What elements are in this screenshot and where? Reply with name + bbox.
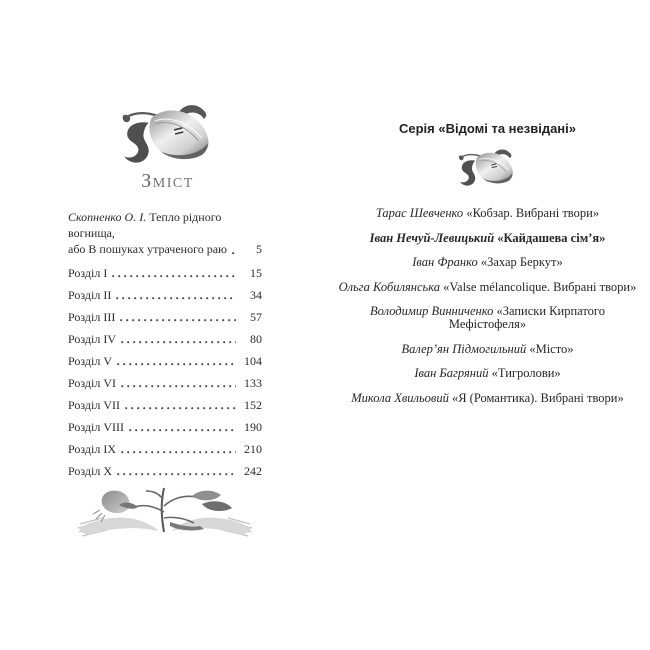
book-list-item <box>333 305 642 331</box>
book-list-item <box>333 256 642 269</box>
bandura-icon <box>118 96 220 170</box>
toc-title: Зміст <box>141 170 194 192</box>
page-number: 104 <box>244 354 262 368</box>
page-number: 190 <box>244 420 262 434</box>
toc-entry[interactable]: Розділ IX 210 <box>68 442 262 456</box>
book-author: Ольга Кобилянська <box>338 279 440 294</box>
book-list-item <box>333 367 642 380</box>
dot-leader <box>121 442 236 456</box>
page-number: 242 <box>244 464 262 478</box>
dot-leader <box>112 266 236 280</box>
dot-leader <box>116 288 236 302</box>
bandura-small-icon <box>456 142 520 192</box>
book-author: Іван Франко <box>412 255 478 269</box>
flower-open-book-ornament-icon <box>72 482 258 546</box>
book-author: Іван Багряний <box>414 366 489 380</box>
book-list-item-current <box>333 232 642 245</box>
page-number: 80 <box>250 332 262 346</box>
page-number: 5 <box>256 242 262 256</box>
dot-leader <box>125 398 236 412</box>
toc-entry[interactable]: Розділ II 34 <box>68 288 262 302</box>
dot-leader <box>121 332 236 346</box>
book-author: Тарас Шевченко <box>375 206 464 220</box>
table-of-contents <box>68 209 262 486</box>
toc-entry-line2: або В пошуках утраченого раю 5 <box>68 242 262 256</box>
toc-entry-line1: Скопненко О. І. Тепло рідного вогнища, <box>68 210 222 240</box>
page-number: 34 <box>250 288 262 302</box>
page-number: 15 <box>250 266 262 280</box>
toc-author: Скопненко О. І. <box>68 210 147 224</box>
series-book-list <box>333 207 642 416</box>
book-list-item <box>333 281 642 294</box>
toc-entry[interactable]: Розділ VIII 190 <box>68 420 262 434</box>
toc-entry[interactable]: Розділ VII 152 <box>68 398 262 412</box>
dot-leader <box>117 464 236 478</box>
dot-leader <box>232 241 236 257</box>
book-title: «Тигролови» <box>491 366 561 380</box>
book-title: «Кобзар. Вибрані твори» <box>466 206 600 220</box>
book-title: «Місто» <box>529 341 574 356</box>
toc-entry[interactable]: Розділ VI 133 <box>68 376 262 390</box>
toc-entry-intro[interactable] <box>68 209 262 257</box>
dot-leader <box>120 310 236 324</box>
book-author: Микола Хвильовий <box>351 390 449 405</box>
right-page <box>325 0 650 650</box>
page-number: 57 <box>250 310 262 324</box>
book-title: «Записки Кирпатого Мефістофеля» <box>448 304 605 331</box>
toc-entry[interactable]: Розділ X 242 <box>68 464 262 478</box>
toc-entry[interactable]: Розділ III 57 <box>68 310 262 324</box>
dot-leader <box>117 354 236 368</box>
page-number: 152 <box>244 398 262 412</box>
book-list-item <box>333 343 642 356</box>
dot-leader <box>121 376 236 390</box>
book-title: «Я (Романтика). Вибрані твори» <box>451 390 624 405</box>
series-title: Серія «Відомі та незвідані» <box>399 121 576 136</box>
book-title: «Кайдашева сім’я» <box>497 230 606 245</box>
book-author: Іван Нечуй-Левицький <box>369 230 495 245</box>
page-number: 210 <box>244 442 262 456</box>
book-list-item <box>333 207 642 220</box>
book-author: Валер’ян Підмогильний <box>401 341 527 356</box>
book-title: «Valse mélancolique. Вибрані твори» <box>443 279 637 294</box>
book-title: «Захар Беркут» <box>480 255 563 269</box>
page-number: 133 <box>244 376 262 390</box>
dot-leader <box>129 420 236 434</box>
book-author: Володимир Винниченко <box>370 304 494 318</box>
toc-entry[interactable]: Розділ IV 80 <box>68 332 262 346</box>
toc-entry[interactable]: Розділ V 104 <box>68 354 262 368</box>
toc-entry[interactable]: Розділ I 15 <box>68 266 262 280</box>
book-list-item <box>333 392 642 405</box>
